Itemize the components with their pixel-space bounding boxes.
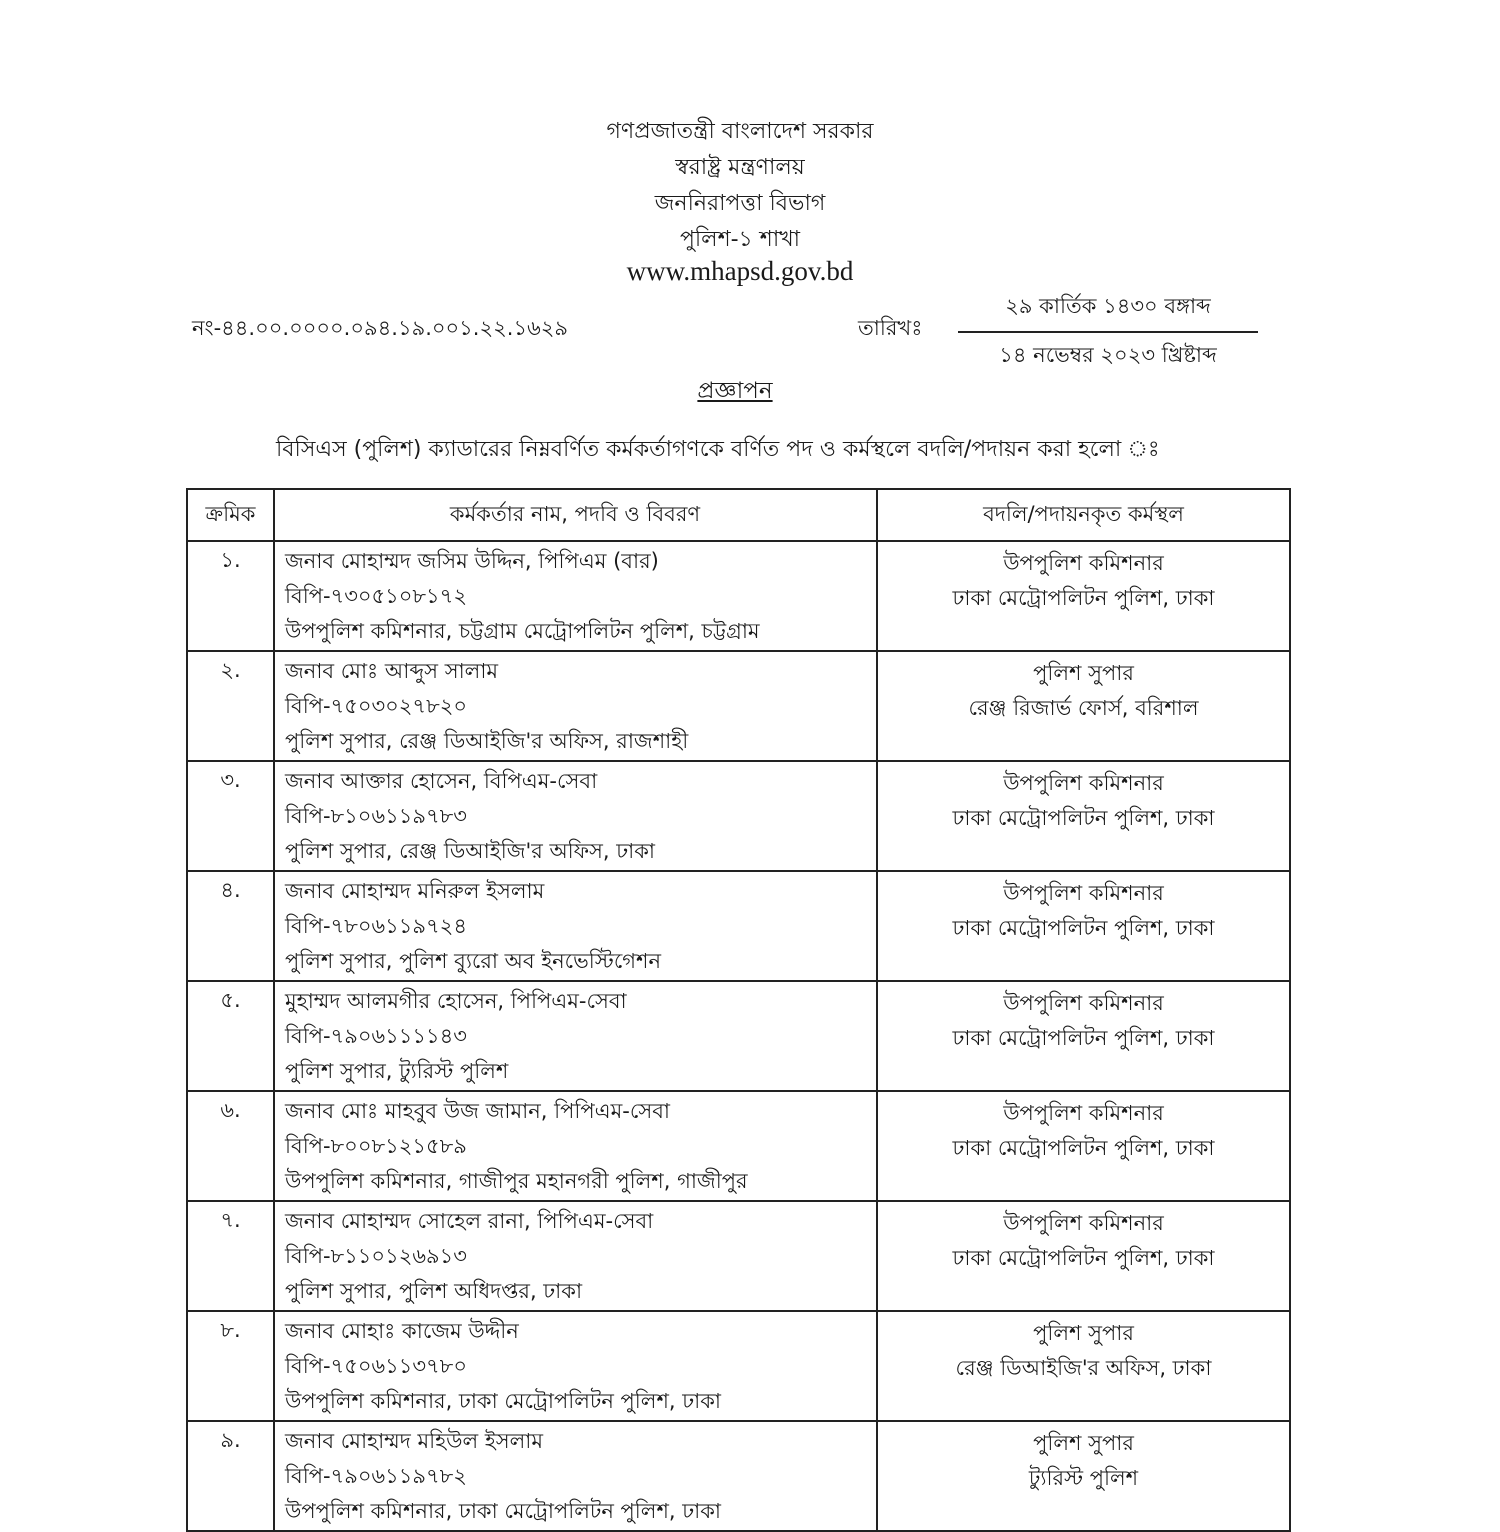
table-header-row — [187, 489, 1290, 541]
date-block — [958, 290, 1258, 374]
officer-cell — [274, 651, 877, 761]
officer-cell — [274, 1091, 877, 1201]
posting-cell — [877, 761, 1290, 871]
officer-name: জনাব মোহাম্মদ মহিউল ইসলাম — [285, 1429, 544, 1453]
new-place: রেঞ্জ ডিআইজি'র অফিস, ঢাকা — [955, 1356, 1212, 1380]
new-post: উপপুলিশ কমিশনার — [1003, 881, 1164, 905]
officer-bp-number: বিপি-৭৫০৩০২৭৮২০ — [285, 694, 468, 718]
serial-cell: ৪. — [187, 871, 274, 981]
new-post: উপপুলিশ কমিশনার — [1003, 1101, 1164, 1125]
serial-cell: ৭. — [187, 1201, 274, 1311]
new-place: ঢাকা মেট্রোপলিটন পুলিশ, ঢাকা — [952, 916, 1215, 940]
officer-name: জনাব মোহাঃ কাজেম উদ্দীন — [285, 1319, 519, 1343]
officer-current-post: উপপুলিশ কমিশনার, গাজীপুর মহানগরী পুলিশ, গাজীপুর — [285, 1169, 748, 1193]
officer-current-post: উপপুলিশ কমিশনার, ঢাকা মেট্রোপলিটন পুলিশ, ঢাকা — [285, 1389, 721, 1413]
branch-name: পুলিশ-১ শাখা — [679, 227, 801, 252]
notice-title — [0, 372, 1470, 411]
officer-cell — [274, 1201, 877, 1311]
table-row — [187, 981, 1290, 1091]
officer-bp-number: বিপি-৮০০৮১২১৫৮৯ — [285, 1134, 467, 1158]
new-place: রেঞ্জ রিজার্ভ ফোর্স, বরিশাল — [968, 696, 1199, 720]
new-post: উপপুলিশ কমিশনার — [1003, 771, 1164, 795]
new-place: ঢাকা মেট্রোপলিটন পুলিশ, ঢাকা — [952, 586, 1215, 610]
new-post: উপপুলিশ কমিশনার — [1003, 551, 1164, 575]
officer-name: মুহাম্মদ আলমগীর হোসেন, পিপিএম-সেবা — [285, 989, 627, 1013]
posting-cell — [877, 1201, 1290, 1311]
officer-name: জনাব মোহাম্মদ মনিরুল ইসলাম — [285, 879, 545, 903]
date-gregorian: ১৪ নভেম্বর ২০২৩ খ্রিষ্টাব্দ — [999, 343, 1217, 367]
officer-cell — [274, 871, 877, 981]
govt-name: গণপ্রজাতন্ত্রী বাংলাদেশ সরকার — [606, 119, 874, 144]
officer-current-post: পুলিশ সুপার, রেঞ্জ ডিআইজি'র অফিস, রাজশাহী — [285, 729, 689, 753]
serial-cell: ৫. — [187, 981, 274, 1091]
officer-current-post: পুলিশ সুপার, পুলিশ অধিদপ্তর, ঢাকা — [285, 1279, 583, 1303]
officer-name: জনাব আক্তার হোসেন, বিপিএম-সেবা — [285, 769, 598, 793]
new-post: পুলিশ সুপার — [1033, 1431, 1134, 1455]
officer-current-post: পুলিশ সুপার, রেঞ্জ ডিআইজি'র অফিস, ঢাকা — [285, 839, 656, 863]
posting-cell — [877, 1091, 1290, 1201]
posting-cell — [877, 1311, 1290, 1421]
officer-name: জনাব মোঃ আব্দুস সালাম — [285, 659, 499, 683]
new-place: ঢাকা মেট্রোপলিটন পুলিশ, ঢাকা — [952, 1026, 1215, 1050]
officer-cell — [274, 541, 877, 651]
serial-cell: ৮. — [187, 1311, 274, 1421]
officer-current-post: উপপুলিশ কমিশনার, চট্টগ্রাম মেট্রোপলিটন পুলিশ, চট্টগ্রাম — [285, 619, 760, 643]
officer-bp-number: বিপি-৭৩০৫১০৮১৭২ — [285, 584, 467, 608]
serial-cell: ৩. — [187, 761, 274, 871]
officer-bp-number: বিপি-৮১০৬১১৯৭৮৩ — [285, 804, 467, 828]
officer-bp-number: বিপি-৭৯০৬১১৯৭৮২ — [285, 1464, 467, 1488]
posting-cell — [877, 541, 1290, 651]
officer-name: জনাব মোহাম্মদ সোহেল রানা, পিপিএম-সেবা — [285, 1209, 654, 1233]
officer-cell — [274, 981, 877, 1091]
posting-cell — [877, 1421, 1290, 1531]
officer-cell — [274, 1421, 877, 1531]
header-posting: বদলি/পদায়নকৃত কর্মস্থল — [877, 489, 1290, 541]
new-post: উপপুলিশ কমিশনার — [1003, 1211, 1164, 1235]
table-row — [187, 871, 1290, 981]
website: www.mhapsd.gov.bd — [626, 256, 854, 286]
header-serial: ক্রমিক — [187, 489, 274, 541]
posting-cell — [877, 981, 1290, 1091]
table-row — [187, 541, 1290, 651]
posting-cell — [877, 651, 1290, 761]
serial-cell: ১. — [187, 541, 274, 651]
officer-bp-number: বিপি-৭৮০৬১১৯৭২৪ — [285, 914, 467, 938]
officer-bp-number: বিপি-৭৫০৬১১৩৭৮০ — [285, 1354, 467, 1378]
serial-cell: ৬. — [187, 1091, 274, 1201]
table-row — [187, 1311, 1290, 1421]
ministry-name: স্বরাষ্ট্র মন্ত্রণালয় — [675, 155, 805, 180]
table-row — [187, 1201, 1290, 1311]
table-row — [187, 651, 1290, 761]
new-post: পুলিশ সুপার — [1033, 1321, 1134, 1345]
officer-current-post: পুলিশ সুপার, ট্যুরিস্ট পুলিশ — [285, 1059, 509, 1083]
table-row — [187, 761, 1290, 871]
notice-title-text: প্রজ্ঞাপন — [697, 378, 773, 404]
new-place: ট্যুরিস্ট পুলিশ — [1028, 1466, 1139, 1490]
new-place: ঢাকা মেট্রোপলিটন পুলিশ, ঢাকা — [952, 1246, 1215, 1270]
memo-number: নং-৪৪.০০.০০০০.০৯৪.১৯.০০১.২২.১৬২৯ — [192, 316, 569, 340]
date-bangla: ২৯ কার্তিক ১৪৩০ বঙ্গাব্দ — [958, 290, 1258, 333]
new-place: ঢাকা মেট্রোপলিটন পুলিশ, ঢাকা — [952, 1136, 1215, 1160]
table-row — [187, 1421, 1290, 1531]
officer-current-post: পুলিশ সুপার, পুলিশ ব্যুরো অব ইনভেস্টিগেশন — [285, 949, 661, 973]
intro-text: বিসিএস (পুলিশ) ক্যাডারের নিম্নবর্ণিত কর্মকর্তাগণকে বর্ণিত পদ ও কর্মস্থলে বদলি/পদায়ন করা হলো ঃ — [276, 437, 1160, 462]
table-row — [187, 1091, 1290, 1201]
new-place: ঢাকা মেট্রোপলিটন পুলিশ, ঢাকা — [952, 806, 1215, 830]
new-post: উপপুলিশ কমিশনার — [1003, 991, 1164, 1015]
serial-cell: ২. — [187, 651, 274, 761]
transfer-table — [186, 488, 1291, 1532]
header-officer: কর্মকর্তার নাম, পদবি ও বিবরণ — [274, 489, 877, 541]
officer-bp-number: বিপি-৭৯০৬১১১১৪৩ — [285, 1024, 467, 1048]
officer-cell — [274, 761, 877, 871]
officer-name: জনাব মোঃ মাহবুব উজ জামান, পিপিএম-সেবা — [285, 1099, 670, 1123]
officer-cell — [274, 1311, 877, 1421]
serial-cell: ৯. — [187, 1421, 274, 1531]
officer-bp-number: বিপি-৮১১০১২৬৯১৩ — [285, 1244, 467, 1268]
date-label: তারিখঃ — [858, 316, 923, 340]
new-post: পুলিশ সুপার — [1033, 661, 1134, 685]
officer-name: জনাব মোহাম্মদ জসিম উদ্দিন, পিপিএম (বার) — [285, 549, 659, 573]
posting-cell — [877, 871, 1290, 981]
officer-current-post: উপপুলিশ কমিশনার, ঢাকা মেট্রোপলিটন পুলিশ, ঢাকা — [285, 1499, 721, 1523]
division-name: জননিরাপত্তা বিভাগ — [654, 191, 826, 216]
